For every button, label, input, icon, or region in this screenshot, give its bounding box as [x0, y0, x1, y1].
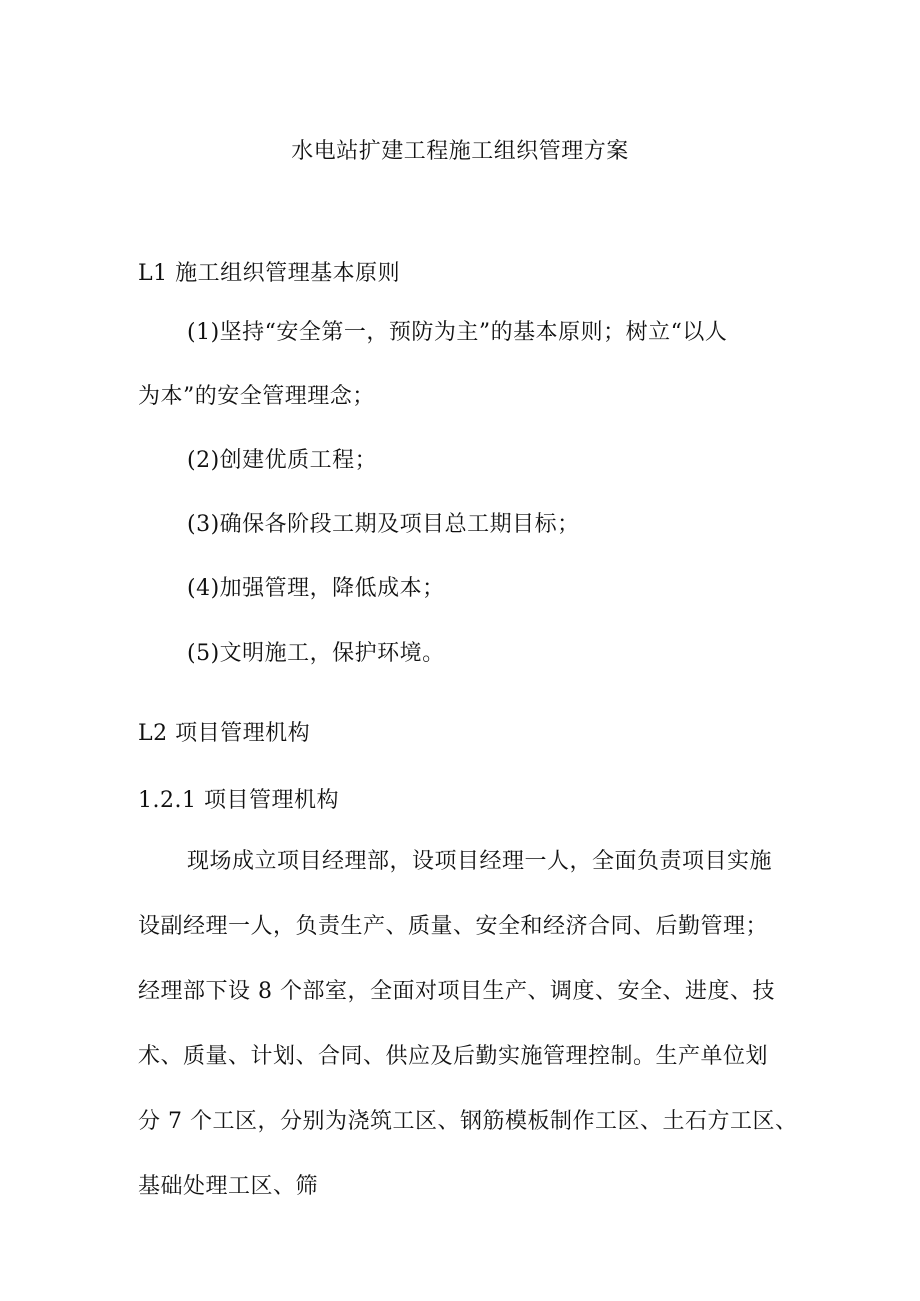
principle-item-1-continued: 为本”的安全管理理念；: [138, 384, 375, 409]
paragraph-line-6: 基础处理工区、筛: [138, 1174, 319, 1199]
principle-item-2: (2)创建优质工程；: [187, 448, 378, 473]
principle-item-1: (1)坚持“安全第一，预防为主”的基本原则；树立“以人: [187, 320, 728, 345]
section-2-heading: L2 项目管理机构: [138, 721, 311, 746]
paragraph-line-3: 经理部下设 8 个部室，全面对项目生产、调度、安全、进度、技: [138, 979, 775, 1004]
principle-item-4: (4)加强管理，降低成本；: [187, 576, 445, 601]
paragraph-line-1: 现场成立项目经理部，设项目经理一人，全面负责项目实施: [187, 849, 773, 874]
paragraph-line-2: 设副经理一人，负责生产、质量、安全和经济合同、后勤管理；: [138, 914, 769, 939]
paragraph-line-4: 术、质量、计划、合同、供应及后勤实施管理控制。生产单位划: [138, 1044, 769, 1069]
subsection-heading: 1.2.1 项目管理机构: [138, 788, 339, 813]
paragraph-line-5: 分 7 个工区，分别为浇筑工区、钢筋模板制作工区、土石方工区、: [138, 1109, 798, 1134]
principle-item-3: (3)确保各阶段工期及项目总工期目标；: [187, 512, 580, 537]
section-1-heading: L1 施工组织管理基本原则: [138, 261, 401, 286]
document-title: 水电站扩建工程施工组织管理方案: [291, 139, 629, 164]
principle-item-5: (5)文明施工，保护环境。: [187, 641, 445, 666]
